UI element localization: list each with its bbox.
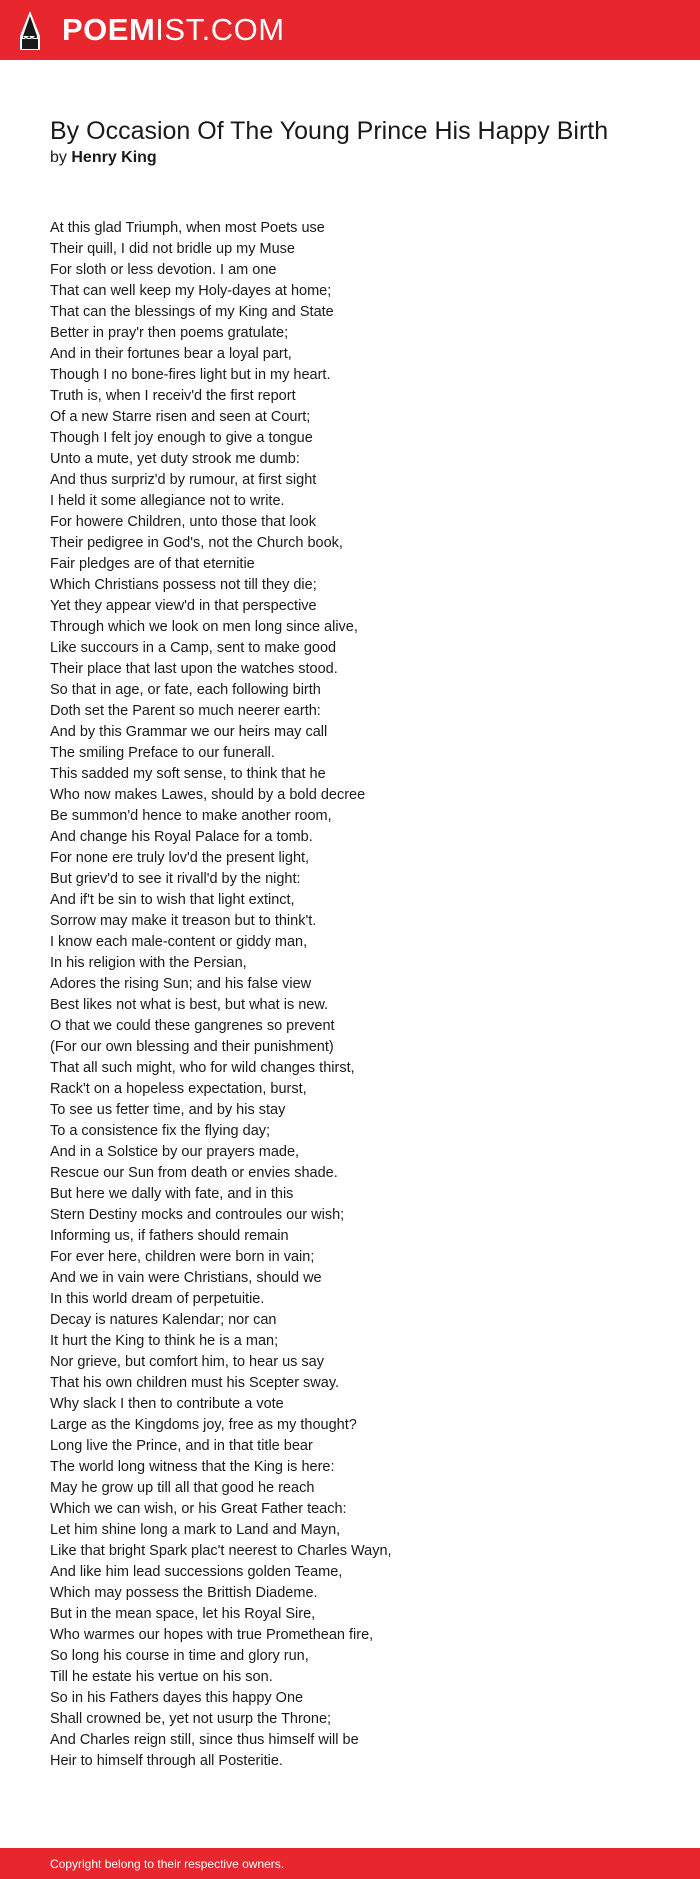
poem-line: Which we can wish, or his Great Father teach: <box>50 1501 347 1517</box>
poem-line: Fair pledges are of that eternitie <box>50 556 255 572</box>
poem-line: For none ere truly lov'd the present light, <box>50 850 310 866</box>
poem-line: So that in age, or fate, each following birth <box>50 682 321 698</box>
poem-line: Their place that last upon the watches stood. <box>50 661 338 677</box>
poem-line: Best likes not what is best, but what is new. <box>50 997 329 1013</box>
poem-line: To see us fetter time, and by his stay <box>50 1102 286 1118</box>
poem-line: Which Christians possess not till they die; <box>50 577 317 593</box>
poem-line: Though I felt joy enough to give a tongue <box>50 430 313 446</box>
poem-line: So in his Fathers dayes this happy One <box>50 1690 304 1706</box>
poem-line: And Charles reign still, since thus himself will be <box>50 1732 359 1748</box>
poem-line: Informing us, if fathers should remain <box>50 1228 289 1244</box>
poem-line: Better in pray'r then poems gratulate; <box>50 325 289 341</box>
poem-line: But griev'd to see it rivall'd by the night: <box>50 871 301 887</box>
site-header <box>0 0 700 60</box>
poem-line: The world long witness that the King is here: <box>50 1459 335 1475</box>
logo-bold-text: POEM <box>62 12 156 47</box>
poem-line: Though I no bone-fires light but in my heart. <box>50 367 331 383</box>
poem-line: Who warmes our hopes with true Promethean fire, <box>50 1627 374 1643</box>
poem-line: Unto a mute, yet duty strook me dumb: <box>50 451 300 467</box>
poem-line: Rescue our Sun from death or envies shade. <box>50 1165 338 1181</box>
poem-line: Of a new Starre risen and seen at Court; <box>50 409 311 425</box>
poem-line: Through which we look on men long since alive, <box>50 619 358 635</box>
poem-line: I held it some allegiance not to write. <box>50 493 285 509</box>
poem-line: Decay is natures Kalendar; nor can <box>50 1312 277 1328</box>
poem-line: Till he estate his vertue on his son. <box>50 1669 273 1685</box>
site-footer <box>0 1848 700 1879</box>
poem-line: May he grow up till all that good he reach <box>50 1480 315 1496</box>
poem-line: Which may possess the Brittish Diademe. <box>50 1585 318 1601</box>
poem-line: That can well keep my Holy-dayes at home; <box>50 283 332 299</box>
poem-line: It hurt the King to think he is a man; <box>50 1333 279 1349</box>
poem-line: But in the mean space, let his Royal Sire, <box>50 1606 316 1622</box>
site-logo[interactable] <box>62 13 285 47</box>
poem-line: Their quill, I did not bridle up my Muse <box>50 241 295 257</box>
copyright-text: Copyright belong to their respective owners. <box>50 1857 285 1871</box>
poem-line: This sadded my soft sense, to think that he <box>50 766 326 782</box>
poem-line: Who now makes Lawes, should by a bold decree <box>50 787 366 803</box>
poem-line: And change his Royal Palace for a tomb. <box>50 829 313 845</box>
poem-line: And like him lead successions golden Teame, <box>50 1564 343 1580</box>
poem-line: Truth is, when I receiv'd the first report <box>50 388 296 404</box>
poem-line: For ever here, children were born in vain; <box>50 1249 315 1265</box>
poem-line: And if't be sin to wish that light extinct, <box>50 892 295 908</box>
poem-line: Rack't on a hopeless expectation, burst, <box>50 1081 307 1097</box>
poem-line: And in their fortunes bear a loyal part, <box>50 346 292 362</box>
poem-line: Nor grieve, but comfort him, to hear us say <box>50 1354 324 1370</box>
poem-line: And in a Solstice by our prayers made, <box>50 1144 300 1160</box>
poem-line: In his religion with the Persian, <box>50 955 247 971</box>
logo-light-text: IST.COM <box>155 12 285 47</box>
poem-line: In this world dream of perpetuitie. <box>50 1291 265 1307</box>
poem-line: Why slack I then to contribute a vote <box>50 1396 284 1412</box>
poem-line: That can the blessings of my King and State <box>50 304 334 320</box>
poem-line: Stern Destiny mocks and controules our wish; <box>50 1207 345 1223</box>
poem-line: At this glad Triumph, when most Poets use <box>50 220 325 236</box>
poem-line: Large as the Kingdoms joy, free as my thought? <box>50 1417 357 1433</box>
author-name[interactable]: Henry King <box>71 149 157 166</box>
poem-title: By Occasion Of The Young Prince His Happy Birth <box>50 117 609 145</box>
by-label: by <box>50 149 67 166</box>
poem-line: And thus surpriz'd by rumour, at first sight <box>50 472 317 488</box>
poem-line: The smiling Preface to our funerall. <box>50 745 275 761</box>
poem-line: (For our own blessing and their punishment) <box>50 1039 334 1055</box>
byline <box>50 147 157 169</box>
poem-line: For howere Children, unto those that look <box>50 514 316 530</box>
poem-line: But here we dally with fate, and in this <box>50 1186 294 1202</box>
pen-nib-icon[interactable] <box>18 10 42 52</box>
poem-line: Adores the rising Sun; and his false view <box>50 976 312 992</box>
poem-line: O that we could these gangrenes so prevent <box>50 1018 335 1034</box>
poem-line: And by this Grammar we our heirs may call <box>50 724 328 740</box>
poem-line: To a consistence fix the flying day; <box>50 1123 271 1139</box>
poem-line: I know each male-content or giddy man, <box>50 934 308 950</box>
poem-line: So long his course in time and glory run, <box>50 1648 309 1664</box>
poem-line: Shall crowned be, yet not usurp the Throne; <box>50 1711 332 1727</box>
poem-line: Let him shine long a mark to Land and Mayn, <box>50 1522 341 1538</box>
poem-line: Like succours in a Camp, sent to make good <box>50 640 337 656</box>
poem-line: That his own children must his Scepter sway. <box>50 1375 340 1391</box>
poem-line: That all such might, who for wild changes thirst, <box>50 1060 355 1076</box>
poem-line: Like that bright Spark plac't neerest to Charles Wayn, <box>50 1543 392 1559</box>
poem-line: Long live the Prince, and in that title bear <box>50 1438 313 1454</box>
poem-line: Be summon'd hence to make another room, <box>50 808 332 824</box>
poem-line: Heir to himself through all Posteritie. <box>50 1753 283 1769</box>
poem-line: Sorrow may make it treason but to think't. <box>50 913 317 929</box>
poem-line: For sloth or less devotion. I am one <box>50 262 277 278</box>
poem-line: And we in vain were Christians, should we <box>50 1270 322 1286</box>
poem-line: Doth set the Parent so much neerer earth: <box>50 703 321 719</box>
poem-body <box>50 218 670 1772</box>
poem-line: Yet they appear view'd in that perspective <box>50 598 317 614</box>
poem-line: Their pedigree in God's, not the Church book, <box>50 535 343 551</box>
